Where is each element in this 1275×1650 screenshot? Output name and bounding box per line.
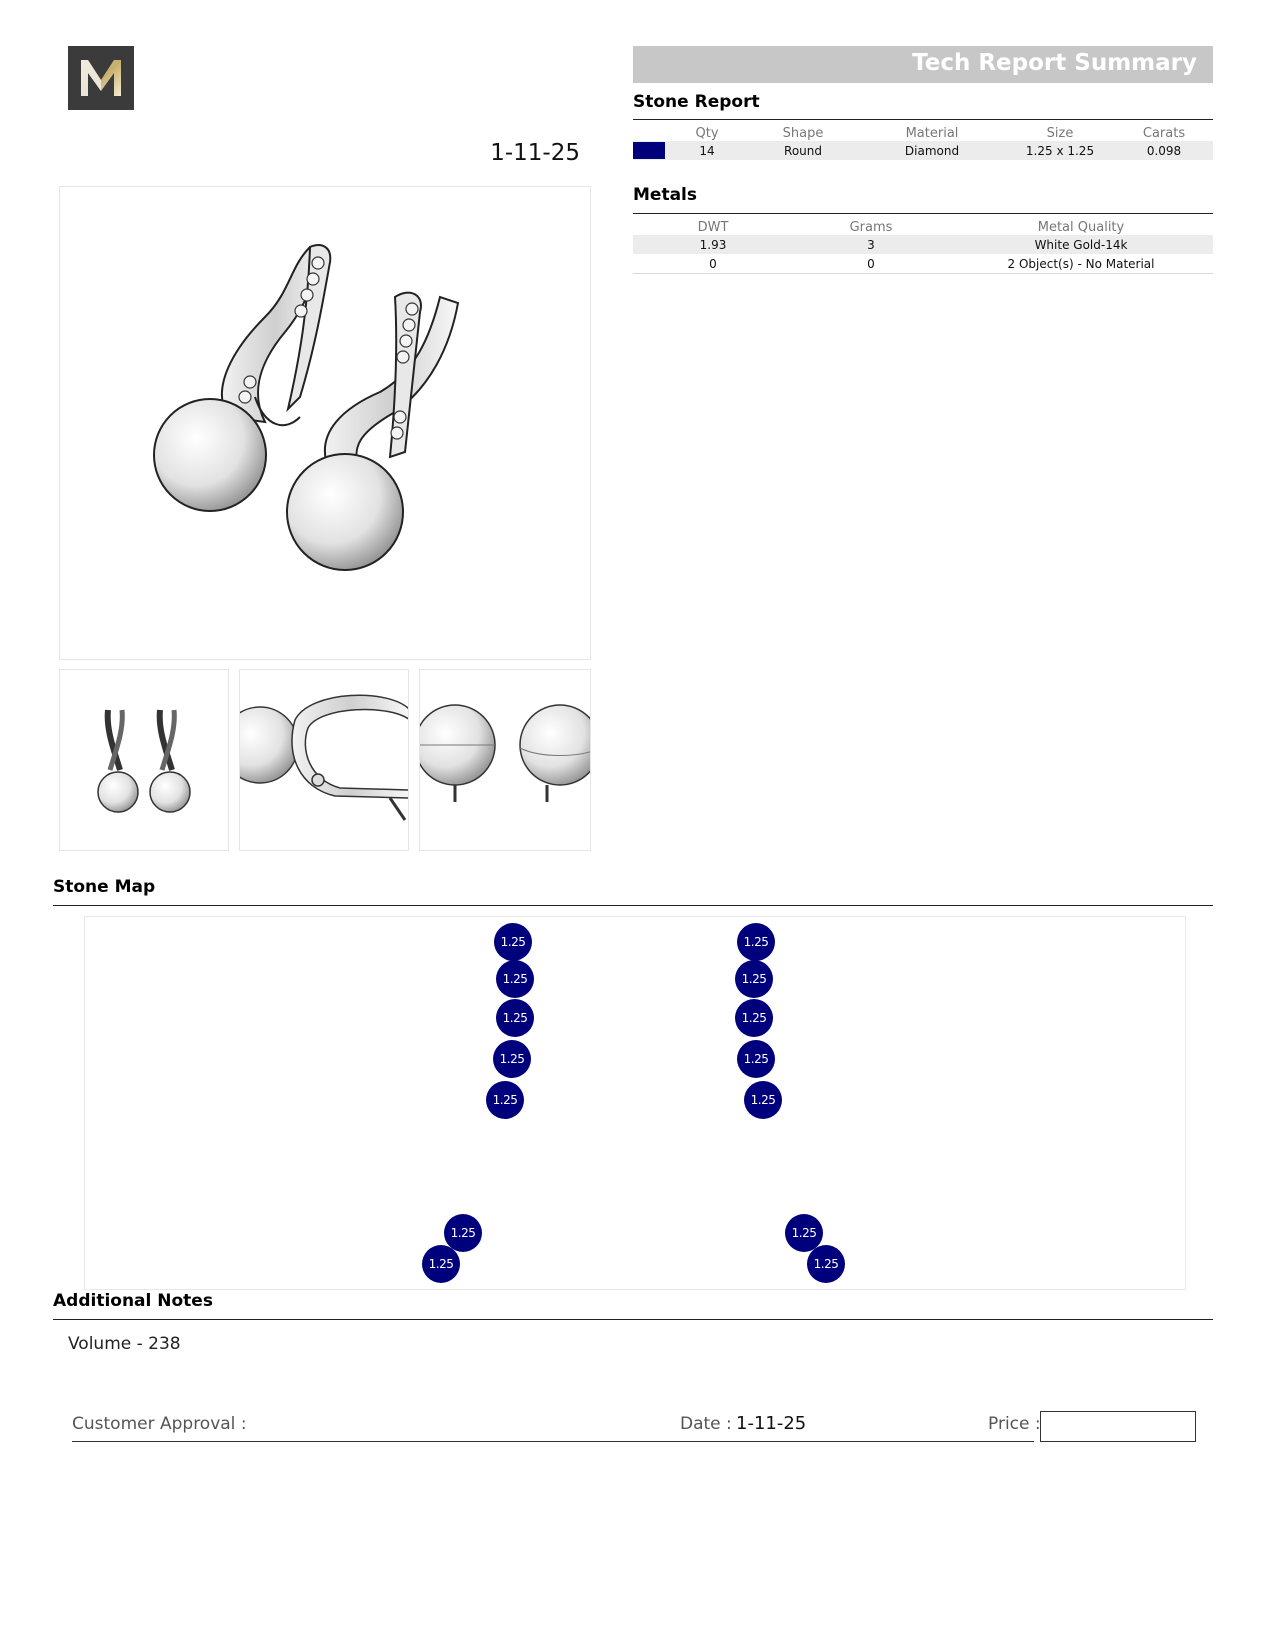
main-render-image [59,186,591,660]
stone-report-header-row [633,121,1213,141]
stone-carats: 0.098 [1115,141,1213,160]
approval-date-label: Date : [680,1414,732,1434]
stone-marker: 1.25 [422,1245,460,1283]
stone-marker: 1.25 [735,999,773,1037]
col-qty: Qty [695,126,719,141]
col-material: Material [905,126,959,141]
table-row [633,141,1213,160]
metals-title: Metals [633,185,697,205]
col-metal-quality: Metal Quality [1037,220,1125,235]
metals-header-row [633,215,1213,235]
report-title: Tech Report Summary [912,50,1197,76]
stone-report-table [633,121,1213,160]
thumbnail-top-views [419,669,591,851]
stone-marker: 1.25 [737,923,775,961]
stone-marker: 1.25 [494,923,532,961]
customer-approval-label: Customer Approval : [72,1414,247,1434]
stone-map-rule [53,905,1213,906]
stone-map [84,916,1186,1290]
metal-dwt: 1.93 [633,235,793,254]
stone-material: Diamond [859,141,1005,160]
swatch-header [633,121,667,141]
metal-quality: White Gold-14k [949,235,1213,254]
signature-line [72,1441,1034,1442]
stone-size: 1.25 x 1.25 [1005,141,1115,160]
stone-marker: 1.25 [444,1214,482,1252]
report-title-bar [633,46,1213,83]
stone-marker: 1.25 [493,1040,531,1078]
stone-marker: 1.25 [496,999,534,1037]
stone-shape: Round [747,141,859,160]
stone-marker: 1.25 [785,1214,823,1252]
report-date: 1-11-25 [490,140,580,166]
stone-marker: 1.25 [496,960,534,998]
col-shape: Shape [782,126,824,141]
earring-top-icon [420,670,590,850]
price-input-box[interactable] [1040,1411,1196,1442]
metal-grams: 3 [793,235,949,254]
earrings-front-icon [60,670,228,850]
stone-marker: 1.25 [735,960,773,998]
earrings-render-icon [60,187,590,659]
approval-date-value: 1-11-25 [736,1413,807,1434]
stone-color-swatch-cell [633,141,667,160]
metals-table [633,215,1213,274]
company-logo [68,46,134,110]
thumbnail-side-view [239,669,409,851]
col-grams: Grams [849,220,893,235]
thumbnail-front-view [59,669,229,851]
table-row [633,254,1213,274]
price-label: Price : [988,1414,1041,1434]
stone-marker: 1.25 [807,1245,845,1283]
stone-marker: 1.25 [486,1081,524,1119]
earring-side-icon [240,670,408,850]
notes-rule [53,1319,1213,1320]
notes-text: Volume - 238 [68,1334,181,1354]
stone-map-title: Stone Map [53,877,156,897]
logo-m-icon [68,46,134,110]
metals-rule [633,213,1213,214]
col-size: Size [1046,126,1074,141]
stone-color-swatch [633,142,665,159]
stone-report-title: Stone Report [633,92,760,112]
table-row [633,235,1213,254]
metal-dwt: 0 [633,254,793,274]
col-dwt: DWT [697,220,729,235]
stone-marker: 1.25 [737,1040,775,1078]
col-carats: Carats [1142,126,1186,141]
stone-marker: 1.25 [744,1081,782,1119]
stone-report-rule [633,119,1213,120]
metal-quality: 2 Object(s) - No Material [949,254,1213,274]
metal-grams: 0 [793,254,949,274]
additional-notes-title: Additional Notes [53,1291,213,1311]
stone-qty: 14 [667,141,747,160]
